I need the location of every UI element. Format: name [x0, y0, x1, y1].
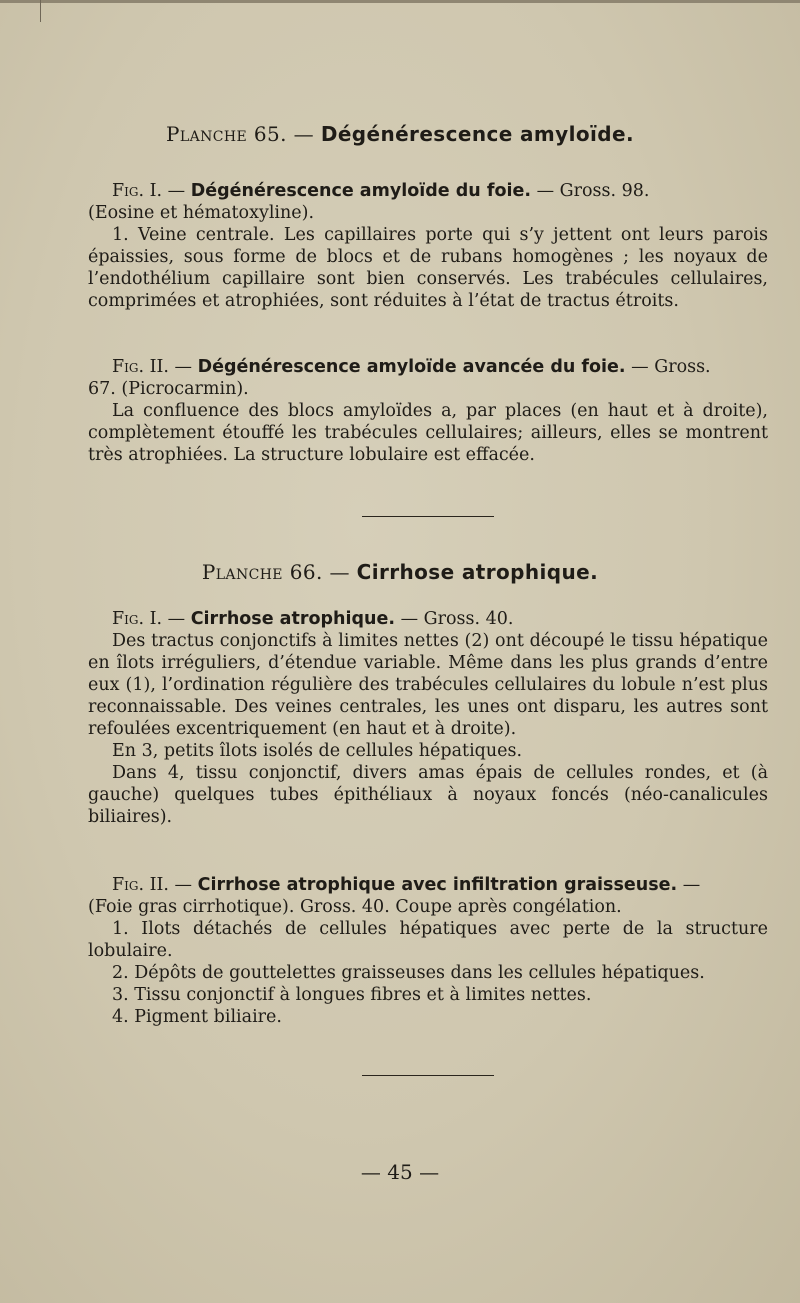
fig-label: Fig. II. — [112, 357, 193, 377]
fig-heading [88, 180, 768, 202]
plate-66-fig-1 [88, 608, 768, 828]
fig-stain: (Eosine et hématoxyline). [88, 203, 315, 223]
plate-65-fig-2 [88, 356, 768, 466]
page-number: — 45 — [360, 1160, 440, 1184]
fig-heading [88, 356, 768, 378]
fig-label: Fig. I. — [112, 181, 186, 201]
plate-65-title [0, 122, 800, 146]
fig-item-2: 2. Dépôts de gouttelettes graisseuses dans les cellules hépatiques. [112, 963, 705, 983]
fig-label: Fig. I. — [112, 609, 186, 629]
plate-66-number: 66. — [289, 560, 350, 584]
fig-description: 1. Veine centrale. Les capillaires porte qui s’y jettent ont leurs parois épaissies, sous forme de blocs et de rubans homogènes ; les noyaux de l’endothélium capillaire sont bien conservés. Les trabécules cellulaires, comprimées et atrophiées, sont réduites à l’état de tractus étroits. [88, 225, 768, 311]
section-divider [362, 516, 494, 517]
top-edge-line [0, 0, 800, 3]
left-edge-mark [40, 0, 41, 22]
fig-name: Cirrhose atrophique avec infiltration graisseuse. [197, 875, 678, 895]
plate-66-fig-2 [88, 874, 768, 1028]
plate-65-number: 65. — [253, 122, 315, 146]
fig-item-1: 1. Ilots détachés de cellules hépatiques avec perte de la structure lobulaire. [88, 919, 768, 961]
fig-name: Dégénérescence amyloïde du foie. [190, 181, 531, 201]
fig-heading [88, 874, 768, 896]
fig-heading [88, 608, 768, 630]
fig-item-3: 3. Tissu conjonctif à longues fibres et à limites nettes. [112, 985, 592, 1005]
fig-magnification: — Gross. 98. [536, 181, 650, 201]
fig-magnification: — Gross. 40. [400, 609, 514, 629]
fig-dash: — [682, 875, 701, 895]
fig-label: Fig. II. — [112, 875, 193, 895]
fig-name: Cirrhose atrophique. [190, 609, 395, 629]
fig-note: (Foie gras cirrhotique). Gross. 40. Coupe après congélation. [88, 897, 622, 917]
fig-description-3: Dans 4, tissu conjonctif, divers amas épais de cellules rondes, et (à gauche) quelques tubes épithéliaux à noyaux foncés (néo-canalicules biliaires). [88, 763, 768, 827]
plate-65-heading: Dégénérescence amyloïde. [320, 122, 634, 146]
fig-name: Dégénérescence amyloïde avancée du foie. [197, 357, 626, 377]
fig-item-4: 4. Pigment biliaire. [112, 1007, 282, 1027]
fig-stain: 67. (Picrocarmin). [88, 379, 249, 399]
fig-description: Des tractus conjonctifs à limites nettes (2) ont découpé le tissu hépatique en îlots irréguliers, d’étendue variable. Même dans les plus grands d’entre eux (1), l’ordination régulière des trabécules cellulaires du lobule n’est plus reconnaissable. Des veines centrales, les unes ont disparu, les autres sont refoulées excentriquement (en haut et à droite). [88, 631, 768, 739]
fig-description-2: En 3, petits îlots isolés de cellules hépatiques. [112, 741, 523, 761]
plate-65-label: Planche [166, 122, 248, 146]
plate-66-heading: Cirrhose atrophique. [356, 560, 599, 584]
section-divider [362, 1075, 494, 1076]
plate-65-fig-1 [88, 180, 768, 312]
fig-magnification: — Gross. [631, 357, 711, 377]
plate-66-label: Planche [201, 560, 283, 584]
plate-66-title [0, 560, 800, 584]
fig-description: La confluence des blocs amyloïdes a, par places (en haut et à droite), complètement étouffé les trabécules cellulaires; ailleurs, elles se montrent très atrophiées. La structure lobulaire est effacée. [88, 401, 768, 465]
